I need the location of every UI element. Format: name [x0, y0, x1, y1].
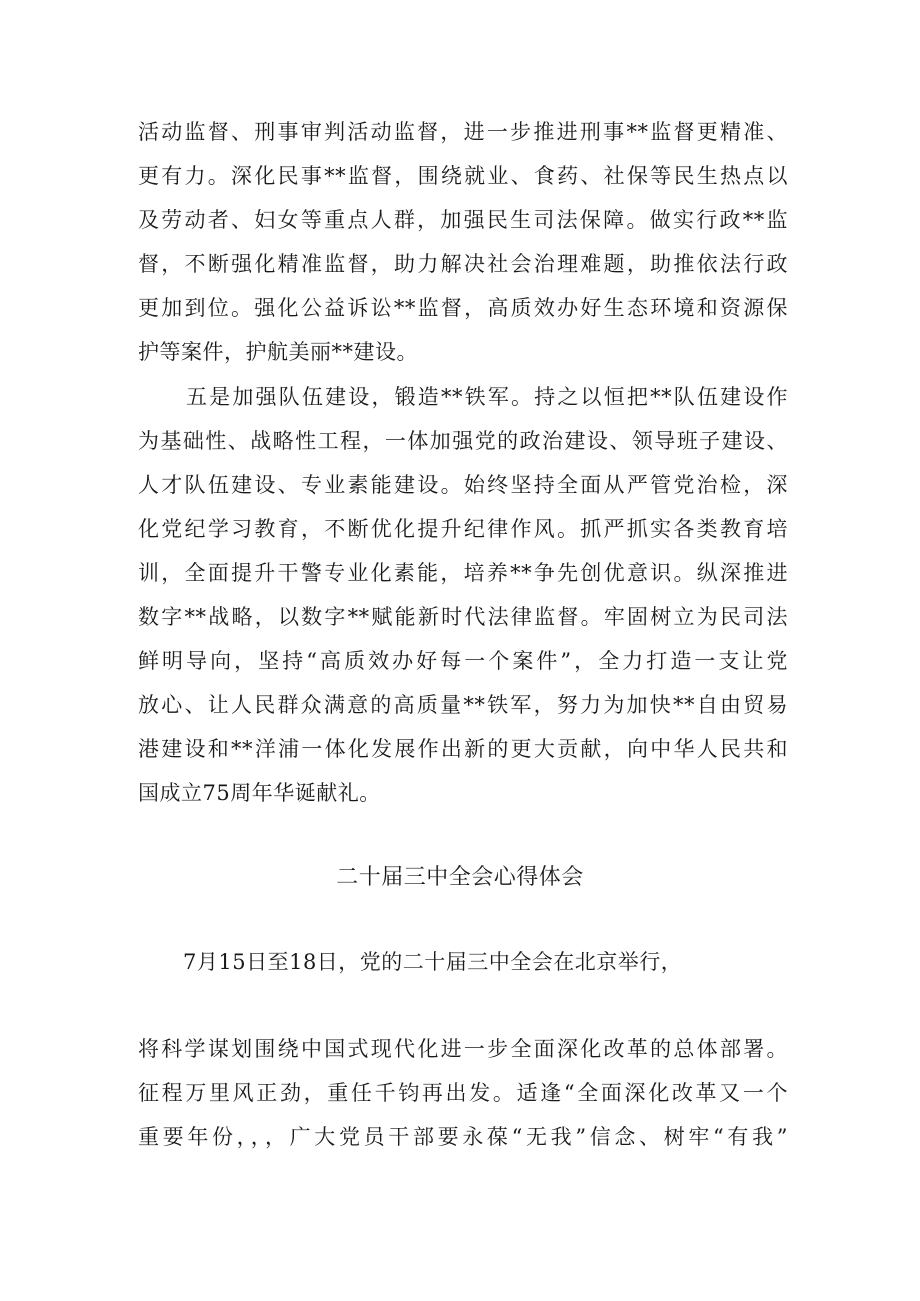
section-heading: 二十届三中全会心得体会: [336, 865, 584, 890]
paragraph-line: 督，不断强化精准监督，助力解决社会治理难题，助推依法行政: [138, 252, 788, 276]
paragraph-line: 更有力。深化民事**监督，围绕就业、食药、社保等民生热点以: [138, 164, 788, 188]
paragraph-line: 护等案件，护航美丽**建设。: [138, 340, 418, 364]
paragraph-line: 将科学谋划围绕中国式现代化进一步全面深化改革的总体部署。: [138, 1037, 788, 1061]
paragraph-line: 及劳动者、妇女等重点人群，加强民生司法保障。做实行政**监: [138, 208, 788, 232]
paragraph-line: 国成立75周年华诞献礼。: [138, 781, 381, 805]
paragraph-line: 五是加强队伍建设，锻造**铁军。持之以恒把**队伍建设作: [186, 385, 788, 409]
paragraph-line: 化党纪学习教育，不断优化提升纪律作风。抓严抓实各类教育培: [138, 517, 788, 541]
paragraph-line: 人才队伍建设、专业素能建设。始终坚持全面从严管党治检，深: [138, 473, 788, 497]
paragraph-line: 为基础性、战略性工程，一体加强党的政治建设、领导班子建设、: [138, 429, 788, 453]
paragraph-line: 鲜明导向，坚持“高质效办好每一个案件”，全力打造一支让党: [138, 649, 788, 673]
paragraph-line: 重要年份，，，广大党员干部要永葆“无我”信念、树牢“有我”: [138, 1125, 788, 1149]
paragraph-line: 活动监督、刑事审判活动监督，进一步推进刑事**监督更精准、: [138, 120, 788, 144]
paragraph-line: 放心、让人民群众满意的高质量**铁军，努力为加快**自由贸易: [138, 693, 788, 717]
paragraph-line: 7月15日至18日，党的二十届三中全会在北京举行，: [183, 950, 683, 974]
paragraph-line: 数字**战略，以数字**赋能新时代法律监督。牢固树立为民司法: [138, 605, 788, 629]
paragraph-line: 港建设和**洋浦一体化发展作出新的更大贡献，向中华人民共和: [138, 737, 788, 761]
paragraph-line: 训，全面提升干警专业化素能，培养**争先创优意识。纵深推进: [138, 561, 788, 585]
paragraph-line: 征程万里风正劲，重任千钧再出发。适逢“全面深化改革又一个: [138, 1081, 788, 1105]
paragraph-line: 更加到位。强化公益诉讼**监督，高质效办好生态环境和资源保: [138, 296, 788, 320]
